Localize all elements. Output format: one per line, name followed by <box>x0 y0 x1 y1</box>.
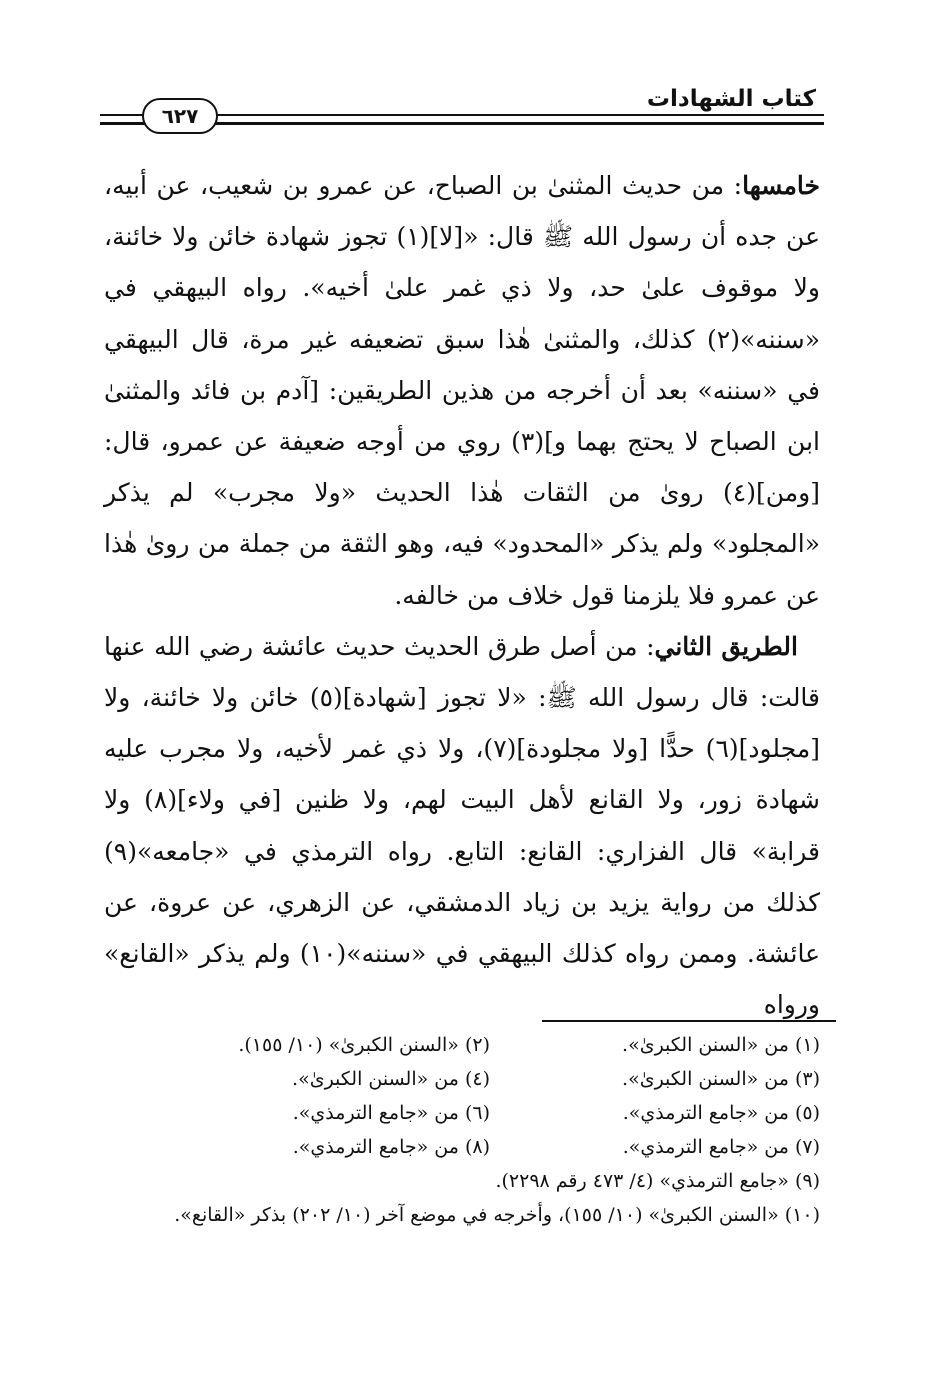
paragraph-2-lead: الطريق الثاني <box>654 631 798 661</box>
footnote-1: (١) من «السنن الكبرىٰ». <box>622 1034 820 1056</box>
paragraph-2-text: : من أصل طرق الحديث حديث عائشة رضي الله عنها قالت: قال رسول الله ﷺ: «لا تجوز [شهادة](٥) خائن ولا خائنة، ولا [مجلود](٦) حدًّا [ولا مجلودة](٧)، ولا ذي غمر لأخيه، ولا مجرب عليه شهادة زور، ولا القانع لأهل البيت لهم، ولا ظنين [في ولاء](٨) ولا قرابة» قال الفزاري: القانع: التابع. رواه الترمذي في «جامعه»(٩) كذلك من رواية يزيد بن زياد الدمشقي، عن الزهري، عن عروة، عن عائشة. وممن رواه كذلك البيهقي في «سننه»(١٠) ولم يذكر «القانع» ورواه <box>104 631 821 1020</box>
paragraph-1-lead: خامسها <box>742 171 820 200</box>
footnote-row <box>104 1028 820 1062</box>
footnote-5: (٥) من «جامع الترمذي». <box>622 1102 820 1124</box>
footnote-8: (٨) من «جامع الترمذي». <box>292 1136 490 1158</box>
paragraph-1 <box>104 160 820 621</box>
footnote-6: (٦) من «جامع الترمذي». <box>292 1102 490 1124</box>
footnote-9: (٩) «جامع الترمذي» (٤/ ٤٧٣ رقم ٢٢٩٨). <box>495 1170 820 1192</box>
footnote-3: (٣) من «السنن الكبرىٰ». <box>622 1068 820 1090</box>
footnote-row <box>104 1062 820 1096</box>
footnotes <box>104 1028 820 1232</box>
paragraph-2 <box>104 621 820 1031</box>
page-number: ٦٢٧ <box>142 98 218 134</box>
footnote-4: (٤) من «السنن الكبرىٰ». <box>292 1068 490 1090</box>
footnote-10: (١٠) «السنن الكبرىٰ» (١٠/ ١٥٥)، وأخرجه في موضع آخر (١٠/ ٢٠٢) بذكر «القانع». <box>174 1204 820 1226</box>
footnote-row <box>104 1130 820 1164</box>
footnote-separator <box>542 1020 836 1022</box>
page-header <box>100 80 824 136</box>
main-text <box>104 160 820 1030</box>
footnote-row <box>104 1096 820 1130</box>
running-title: كتاب الشهادات <box>646 86 816 112</box>
paragraph-1-text: : من حديث المثنىٰ بن الصباح، عن عمرو بن شعيب، عن أبيه، عن جده أن رسول الله ﷺ قال: «[لا](١) تجوز شهادة خائن ولا خائنة، ولا موقوف علىٰ حد، ولا ذي غمر علىٰ أخيه». رواه البيهقي في «سننه»(٢) كذلك، والمثنىٰ هٰذا سبق تضعيفه غير مرة، قال البيهقي في «سننه» بعد أن أخرجه من هذين الطريقين: [آدم بن فائد والمثنىٰ ابن الصباح لا يحتج بهما و](٣) روي من أوجه ضعيفة عن عمرو، قال: [ومن](٤) روىٰ من الثقات هٰذا الحديث «ولا مجرب» لم يذكر «المجلود» ولم يذكر «المحدود» فيه، وهو الثقة من جملة من روىٰ هٰذا عن عمرو فلا يلزمنا قول خلاف من خالفه. <box>104 171 821 610</box>
footnote-2: (٢) «السنن الكبرىٰ» (١٠/ ١٥٥). <box>238 1034 490 1056</box>
footnote-7: (٧) من «جامع الترمذي». <box>622 1136 820 1158</box>
